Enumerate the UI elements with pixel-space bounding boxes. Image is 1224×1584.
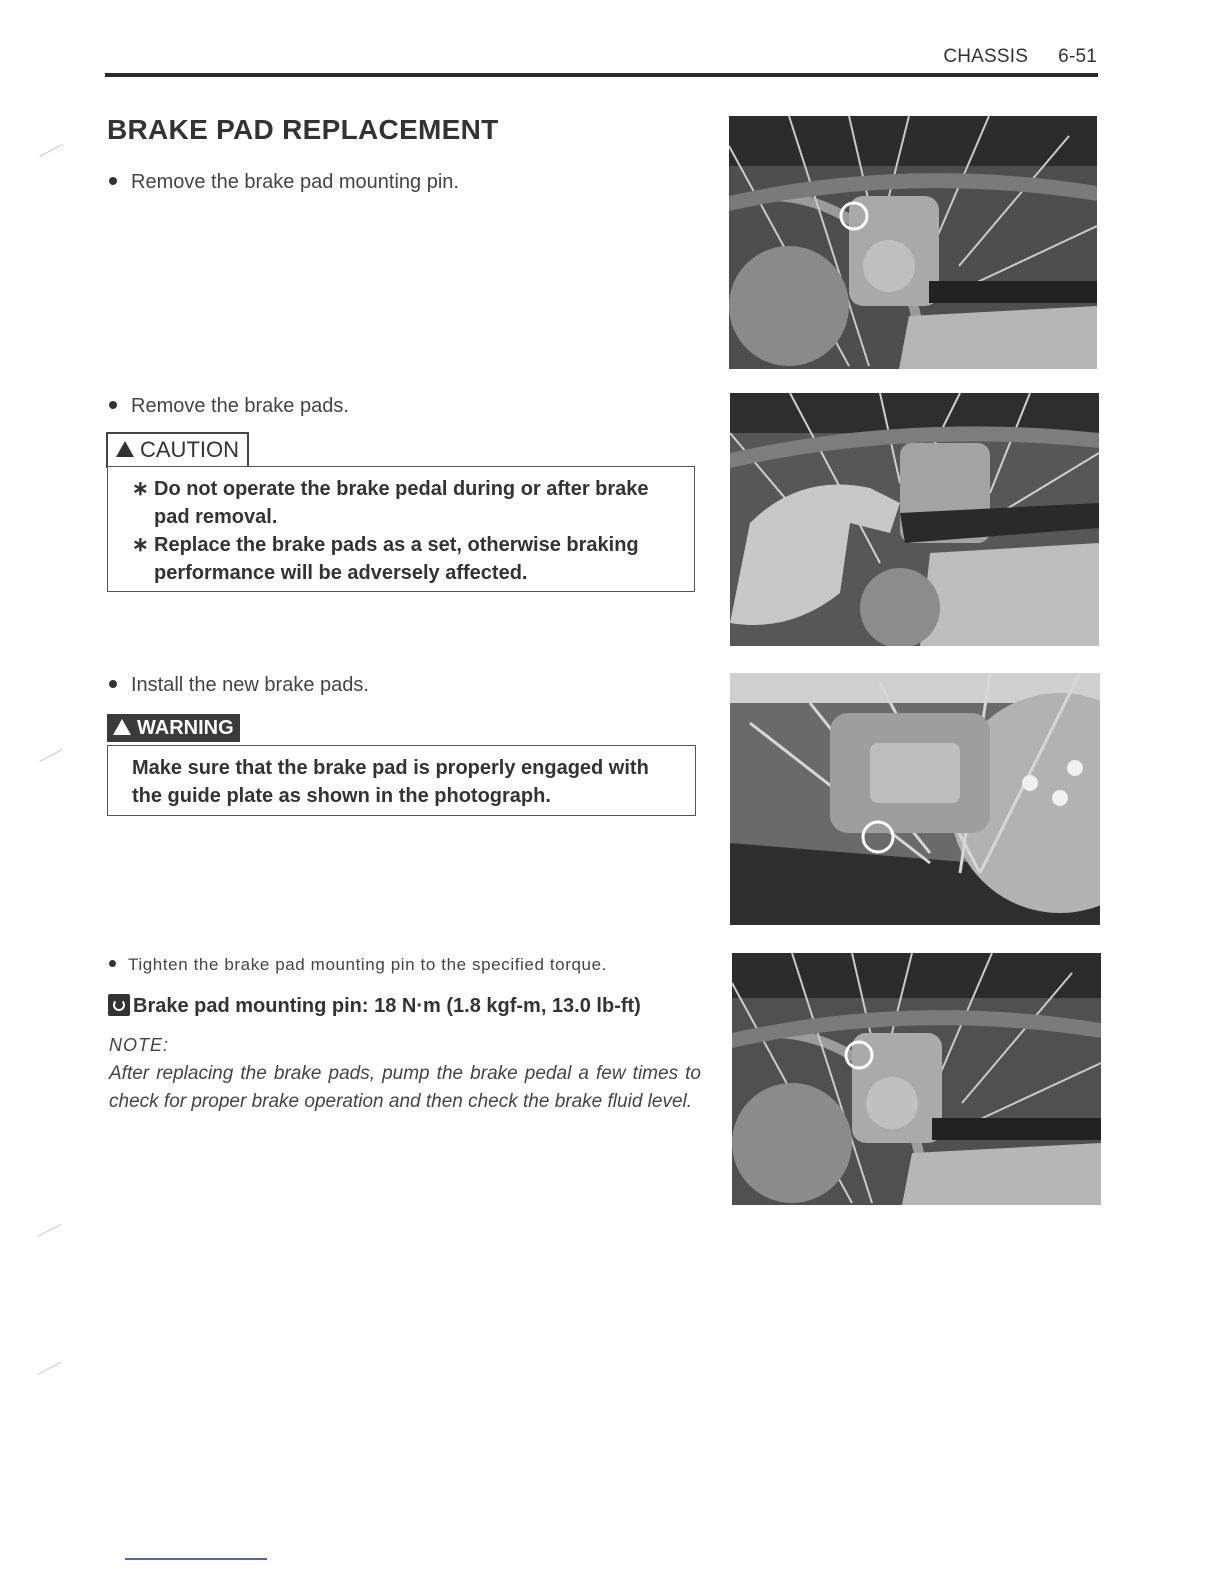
torque-wrench-icon xyxy=(108,994,130,1016)
warning-label xyxy=(107,714,240,742)
margin-mark xyxy=(39,749,62,762)
caution-label xyxy=(106,432,249,468)
step-text: Remove the brake pad mounting pin. xyxy=(131,171,459,193)
caution-item xyxy=(132,531,639,587)
caution-item-line: Do not operate the brake pedal during or after brake xyxy=(154,478,649,500)
bullet-dot-icon xyxy=(109,177,117,185)
warning-triangle-icon xyxy=(113,719,131,735)
margin-mark xyxy=(37,1362,60,1375)
step-text: Tighten the brake pad mounting pin to the specified torque. xyxy=(128,955,607,974)
asterisk-icon: ∗ xyxy=(132,534,149,556)
section-name: CHASSIS xyxy=(943,46,1029,67)
caution-box xyxy=(107,466,695,592)
warning-box xyxy=(107,745,696,816)
photo-caliper-mounting-pin xyxy=(729,116,1097,369)
step-text: Install the new brake pads. xyxy=(131,674,369,696)
caution-label-text: CAUTION xyxy=(140,437,239,462)
section-title: BRAKE PAD REPLACEMENT xyxy=(107,114,499,145)
photo-removing-pads xyxy=(730,393,1099,646)
note-label: NOTE: xyxy=(109,1035,170,1055)
warning-text xyxy=(132,754,649,810)
photo-illustration xyxy=(730,673,1100,925)
photo-pin-tightened xyxy=(732,953,1101,1205)
step-tighten-pin xyxy=(109,955,607,975)
step-remove-pads xyxy=(109,395,349,418)
caution-item-line: Replace the brake pads as a set, otherwise braking xyxy=(154,534,639,556)
bullet-dot-icon xyxy=(109,960,116,967)
photo-guide-plate xyxy=(730,673,1100,925)
warning-triangle-icon xyxy=(116,441,134,457)
torque-spec-text: Brake pad mounting pin: 18 N·m (1.8 kgf-m, 13.0 lb-ft) xyxy=(133,995,641,1017)
photo-illustration xyxy=(730,393,1099,646)
caution-item-line: pad removal. xyxy=(154,506,278,528)
footer-line xyxy=(125,1558,267,1560)
step-text: Remove the brake pads. xyxy=(131,395,349,417)
photo-illustration xyxy=(732,953,1101,1205)
bullet-dot-icon xyxy=(109,401,117,409)
warning-line: the guide plate as shown in the photograph. xyxy=(132,785,551,807)
torque-spec xyxy=(108,995,641,1018)
margin-mark xyxy=(39,144,62,157)
note-text: After replacing the brake pads, pump the brake pedal a few times to check for proper brake operation and then check the brake fluid level. xyxy=(109,1063,701,1112)
step-remove-pin xyxy=(109,171,459,194)
step-install-pads xyxy=(109,674,369,697)
caution-item-line: performance will be adversely affected. xyxy=(154,562,528,584)
bullet-dot-icon xyxy=(109,680,117,688)
warning-label-text: WARNING xyxy=(137,717,234,739)
warning-line: Make sure that the brake pad is properly engaged with xyxy=(132,757,649,779)
margin-mark xyxy=(37,1224,60,1237)
header-rule xyxy=(105,73,1098,77)
page-number: 6-51 xyxy=(1058,46,1097,67)
asterisk-icon: ∗ xyxy=(132,478,149,500)
caution-item xyxy=(132,475,649,531)
running-header xyxy=(943,46,1097,68)
photo-illustration xyxy=(729,116,1097,369)
